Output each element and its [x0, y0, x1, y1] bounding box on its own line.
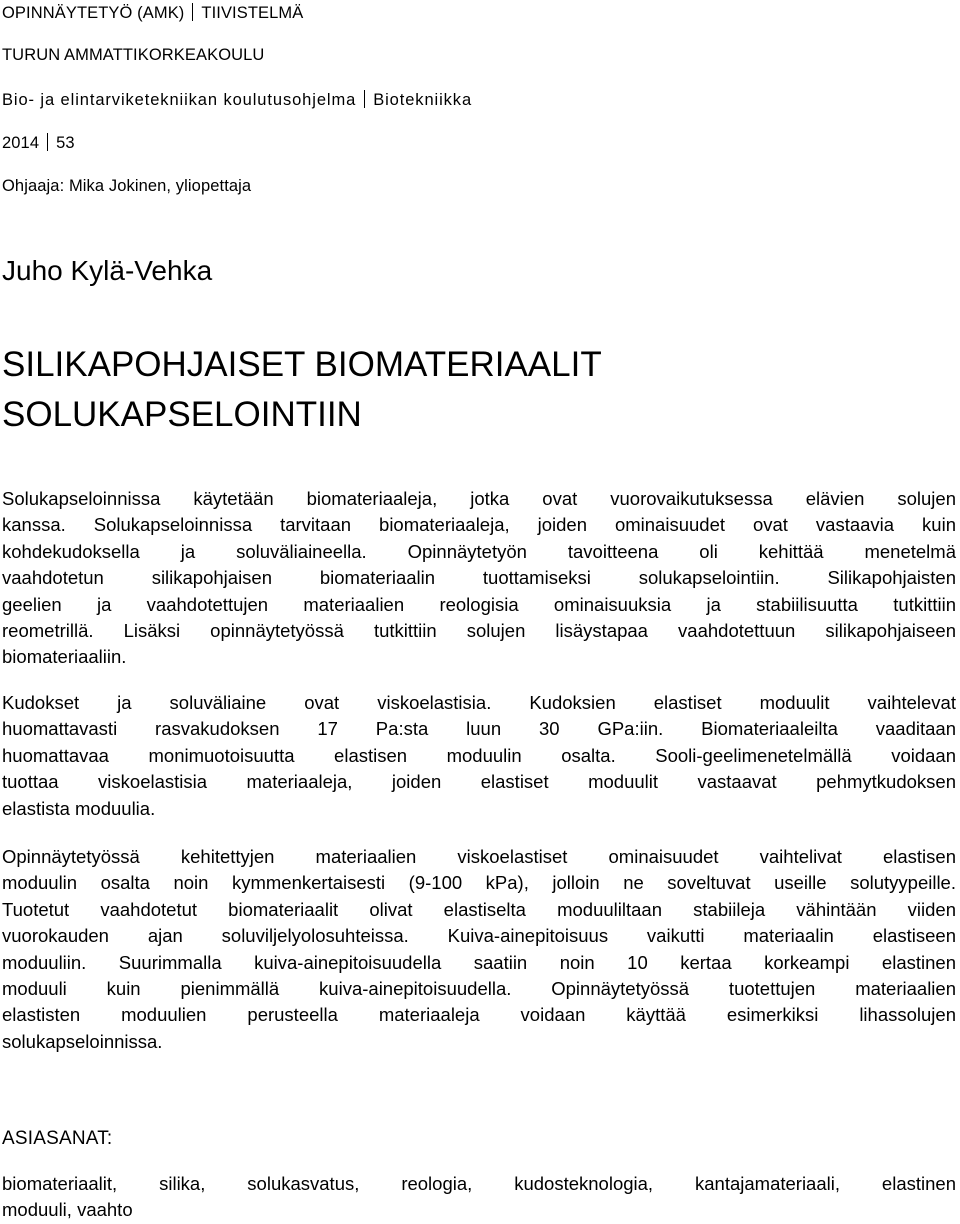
paragraph-line: kanssa. Solukapseloinnissa tarvitaan biomateriaaleja, joiden ominaisuudet ovat vastaavia kuin	[2, 514, 956, 536]
year-pages-line	[2, 133, 75, 153]
specialisation: Biotekniikka	[373, 91, 473, 109]
paragraph-line: Opinnäytetyössä kehitettyjen materiaalien viskoelastiset ominaisuudet vaihtelivat elastisen	[2, 846, 956, 867]
keywords-line-1: biomateriaalit, silika, solukasvatus, reologia, kudosteknologia, kantajamateriaali, elastinen	[2, 1173, 956, 1194]
paragraph-line: Solukapseloinnissa käytetään biomateriaaleja, jotka ovat vuorovaikutuksessa elävien solujen	[2, 488, 956, 509]
paragraph-line: solukapseloinnissa.	[2, 1030, 163, 1052]
title-line-2: SOLUKAPSELOINTIIN	[2, 395, 362, 434]
keywords-heading: ASIASANAT:	[2, 1128, 113, 1149]
abstract-paragraph-1	[2, 486, 956, 671]
doc-type: OPINNÄYTETYÖ (AMK)	[2, 4, 185, 22]
paragraph-line: tuottaa viskoelastisia materiaaleja, joiden elastiset moduulit vastaavat pehmytkudoksen	[2, 771, 956, 793]
keywords-list	[2, 1171, 956, 1224]
institution: TURUN AMMATTIKORKEAKOULU	[2, 46, 265, 64]
title-line-1: SILIKAPOHJAISET BIOMATERIAALIT	[2, 345, 602, 384]
paragraph-line: moduuli kuin pienimmällä kuiva-ainepitoisuudella. Opinnäytetyössä tuotettujen materiaalien	[2, 978, 956, 1000]
paragraph-line: elastisten moduulien perusteella materiaaleja voidaan käyttää esimerkiksi lihassolujen	[2, 1004, 956, 1026]
year: 2014	[2, 134, 40, 152]
programme: Bio- ja elintarviketekniikan koulutusohjelma	[2, 91, 357, 109]
paragraph-line: reometrillä. Lisäksi opinnäytetyössä tutkittiin solujen lisäystapaa vaahdotettuun silikapohjaiseen	[2, 620, 956, 642]
separator	[47, 133, 48, 151]
paragraph-line: huomattavasti rasvakudoksen 17 Pa:sta luun 30 GPa:iin. Biomateriaaleilta vaaditaan	[2, 718, 956, 740]
paragraph-line: moduulin osalta noin kymmenkertaisesti (9-100 kPa), jolloin ne soveltuvat useille solutyypeille.	[2, 872, 956, 894]
paragraph-line: Tuotetut vaahdotetut biomateriaalit olivat elastiselta moduuliltaan stabiileja vähintään viiden	[2, 898, 956, 920]
paragraph-line: Kudokset ja soluväliaine ovat viskoelastisia. Kudoksien elastiset moduulit vaihtelevat	[2, 692, 956, 713]
paragraph-line: kohdekudoksella ja soluväliaineella. Opinnäytetyön tavoitteena oli kehittää menetelmä	[2, 540, 956, 562]
abstract-paragraph-2	[2, 690, 956, 822]
separator	[192, 3, 193, 21]
author-name: Juho Kylä-Vehka	[2, 255, 213, 286]
abstract-paragraph-3	[2, 844, 956, 1055]
paragraph-line: vaahdotetun silikapohjaisen biomateriaalin tuottamiseksi solukapselointiin. Silikapohjaisten	[2, 567, 956, 589]
paragraph-line: vuorokauden ajan soluviljelyolosuhteissa. Kuiva-ainepitoisuus vaikutti materiaalin elastiseen	[2, 925, 956, 947]
separator	[364, 90, 365, 108]
page-count: 53	[56, 134, 75, 152]
paragraph-line: huomattavaa monimuotoisuutta elastisen moduulin osalta. Sooli-geelimenetelmällä voidaan	[2, 744, 956, 766]
paragraph-line: moduuliin. Suurimmalla kuiva-ainepitoisuudella saatiin noin 10 kertaa korkeampi elastinen	[2, 951, 956, 973]
paragraph-line: geelien ja vaahdotettujen materiaalien reologisia ominaisuuksia ja stabiilisuutta tutkittiin	[2, 593, 956, 615]
paragraph-line: elastista moduulia.	[2, 797, 156, 819]
programme-line	[2, 90, 472, 110]
paragraph-line: biomateriaaliin.	[2, 646, 127, 668]
supervisor: Ohjaaja: Mika Jokinen, yliopettaja	[2, 177, 252, 195]
doc-type-line	[2, 3, 303, 23]
keywords-line-2: moduuli, vaahto	[2, 1199, 133, 1221]
thesis-title	[2, 340, 602, 440]
doc-kind: TIIVISTELMÄ	[201, 4, 304, 22]
